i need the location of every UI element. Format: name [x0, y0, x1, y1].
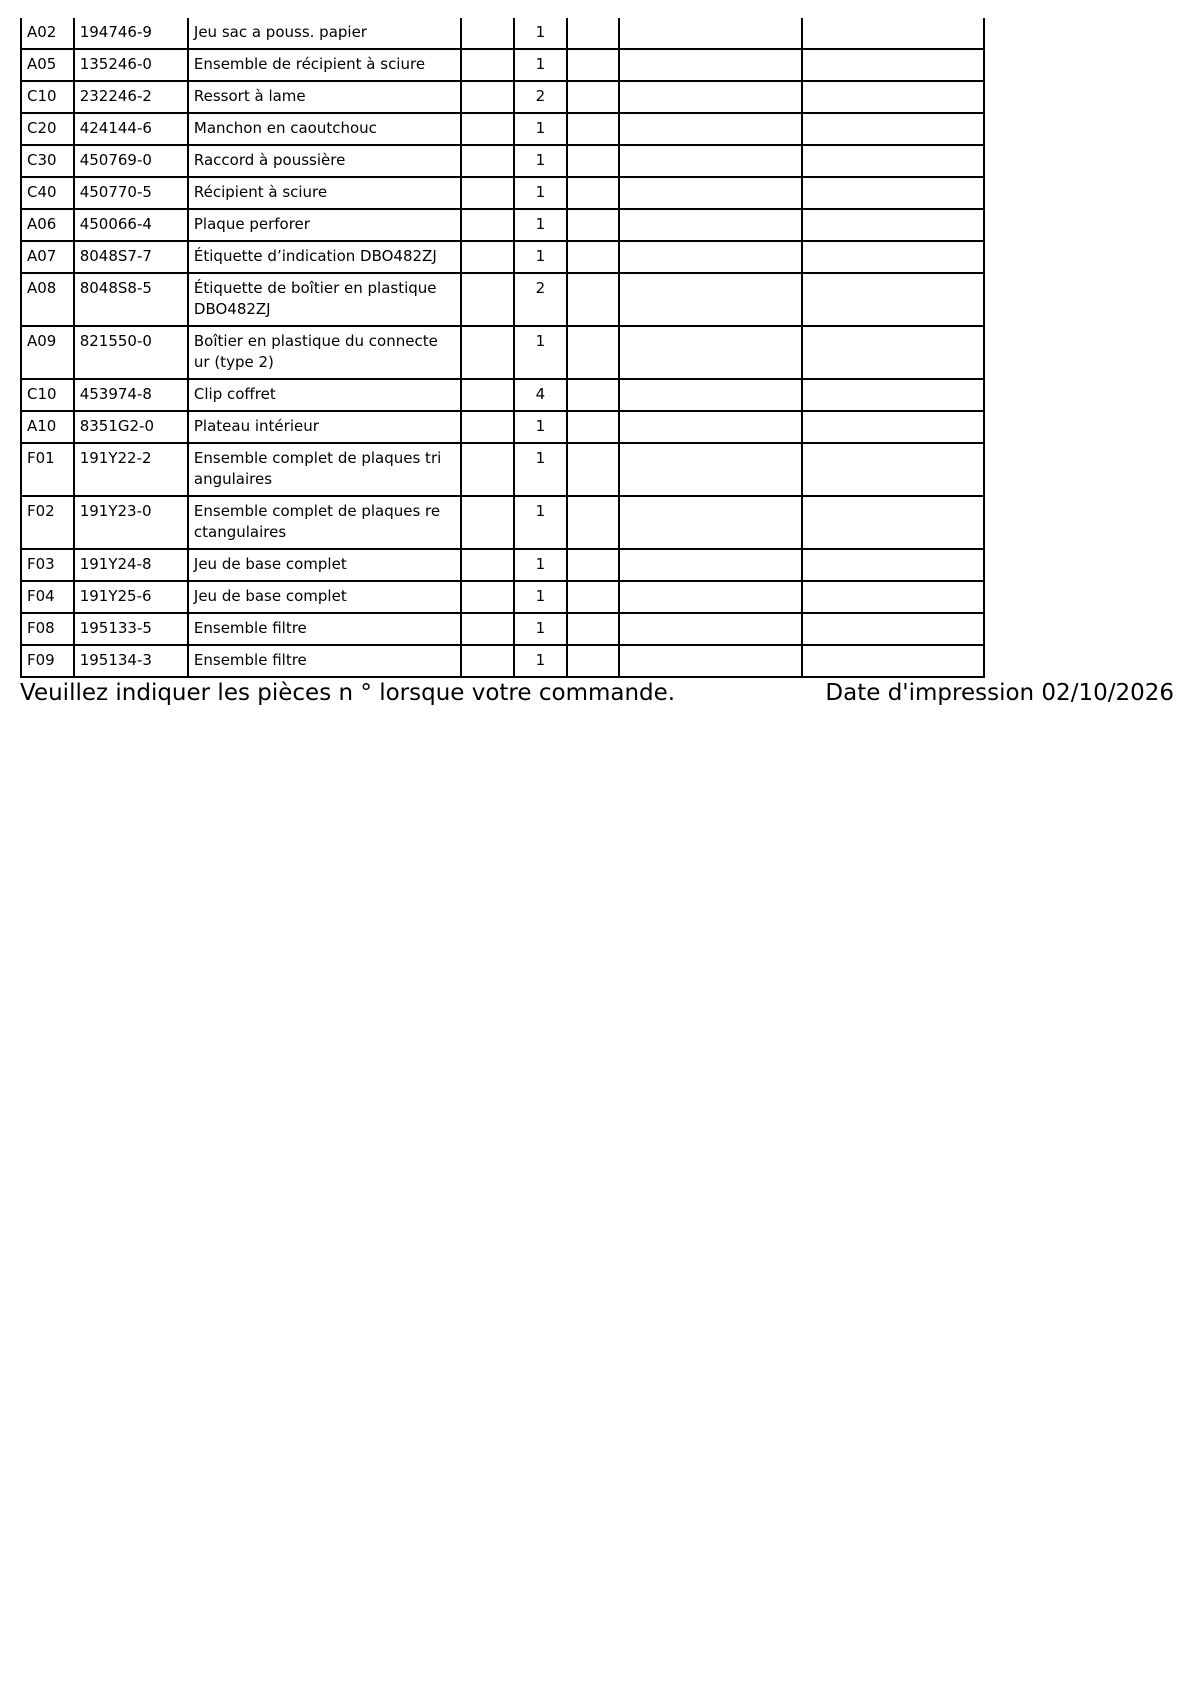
- quantity-cell: 1: [514, 113, 567, 145]
- part-number-cell: 232246-2: [74, 81, 188, 113]
- table-row: [21, 326, 984, 379]
- quantity-cell: 1: [514, 613, 567, 645]
- part-number-cell: 191Y23-0: [74, 496, 188, 549]
- ref-cell: F08: [21, 613, 74, 645]
- empty-cell: [619, 241, 801, 273]
- quantity-cell: 1: [514, 209, 567, 241]
- ref-cell: F09: [21, 645, 74, 677]
- empty-cell: [461, 241, 514, 273]
- empty-cell: [802, 496, 984, 549]
- empty-cell: [567, 241, 620, 273]
- empty-cell: [619, 81, 801, 113]
- part-number-cell: 195134-3: [74, 645, 188, 677]
- empty-cell: [802, 81, 984, 113]
- description-cell: Clip coffret: [188, 379, 461, 411]
- part-number-cell: 135246-0: [74, 49, 188, 81]
- empty-cell: [619, 113, 801, 145]
- empty-cell: [802, 613, 984, 645]
- table-row: [21, 645, 984, 677]
- ref-cell: C30: [21, 145, 74, 177]
- empty-cell: [461, 645, 514, 677]
- part-number-cell: 424144-6: [74, 113, 188, 145]
- empty-cell: [802, 549, 984, 581]
- empty-cell: [461, 496, 514, 549]
- table-row: [21, 81, 984, 113]
- empty-cell: [802, 209, 984, 241]
- empty-cell: [461, 273, 514, 326]
- part-number-cell: 450066-4: [74, 209, 188, 241]
- empty-cell: [461, 581, 514, 613]
- description-cell: Ensemble complet de plaques tri angulaires: [188, 443, 461, 496]
- empty-cell: [802, 49, 984, 81]
- order-instruction-note: Veuillez indiquer les pièces n ° lorsque votre commande.: [20, 680, 676, 706]
- empty-cell: [461, 177, 514, 209]
- table-row: [21, 379, 984, 411]
- part-number-cell: 453974-8: [74, 379, 188, 411]
- description-cell: Plaque perforer: [188, 209, 461, 241]
- table-row: [21, 241, 984, 273]
- table-row: [21, 411, 984, 443]
- description-cell: Ensemble complet de plaques re ctangulaires: [188, 496, 461, 549]
- parts-table: [20, 18, 985, 678]
- empty-cell: [619, 273, 801, 326]
- empty-cell: [619, 209, 801, 241]
- empty-cell: [567, 326, 620, 379]
- empty-cell: [567, 113, 620, 145]
- empty-cell: [619, 443, 801, 496]
- empty-cell: [619, 49, 801, 81]
- ref-cell: A05: [21, 49, 74, 81]
- description-cell: Jeu sac a pouss. papier: [188, 18, 461, 49]
- quantity-cell: 2: [514, 273, 567, 326]
- quantity-cell: 1: [514, 411, 567, 443]
- quantity-cell: 1: [514, 326, 567, 379]
- ref-cell: A10: [21, 411, 74, 443]
- empty-cell: [461, 81, 514, 113]
- table-row: [21, 496, 984, 549]
- empty-cell: [619, 177, 801, 209]
- part-number-cell: 191Y22-2: [74, 443, 188, 496]
- empty-cell: [619, 18, 801, 49]
- quantity-cell: 1: [514, 645, 567, 677]
- ref-cell: C10: [21, 379, 74, 411]
- description-cell: Raccord à poussière: [188, 145, 461, 177]
- table-row: [21, 145, 984, 177]
- empty-cell: [461, 411, 514, 443]
- part-number-cell: 8048S8-5: [74, 273, 188, 326]
- empty-cell: [802, 326, 984, 379]
- part-number-cell: 191Y24-8: [74, 549, 188, 581]
- quantity-cell: 1: [514, 49, 567, 81]
- empty-cell: [802, 113, 984, 145]
- quantity-cell: 1: [514, 549, 567, 581]
- description-cell: Ressort à lame: [188, 81, 461, 113]
- table-row: [21, 581, 984, 613]
- table-row: [21, 549, 984, 581]
- empty-cell: [802, 177, 984, 209]
- empty-cell: [567, 581, 620, 613]
- ref-cell: F01: [21, 443, 74, 496]
- empty-cell: [567, 177, 620, 209]
- ref-cell: A07: [21, 241, 74, 273]
- part-number-cell: 8048S7-7: [74, 241, 188, 273]
- empty-cell: [567, 443, 620, 496]
- description-cell: Étiquette de boîtier en plastique DBO482ZJ: [188, 273, 461, 326]
- ref-cell: C10: [21, 81, 74, 113]
- quantity-cell: 1: [514, 443, 567, 496]
- part-number-cell: 8351G2-0: [74, 411, 188, 443]
- table-row: [21, 613, 984, 645]
- description-cell: Jeu de base complet: [188, 581, 461, 613]
- part-number-cell: 195133-5: [74, 613, 188, 645]
- empty-cell: [619, 549, 801, 581]
- quantity-cell: 1: [514, 18, 567, 49]
- empty-cell: [802, 443, 984, 496]
- quantity-cell: 1: [514, 496, 567, 549]
- quantity-cell: 1: [514, 241, 567, 273]
- ref-cell: F02: [21, 496, 74, 549]
- ref-cell: C40: [21, 177, 74, 209]
- part-number-cell: 450770-5: [74, 177, 188, 209]
- quantity-cell: 1: [514, 177, 567, 209]
- description-cell: Jeu de base complet: [188, 549, 461, 581]
- empty-cell: [802, 241, 984, 273]
- empty-cell: [567, 209, 620, 241]
- empty-cell: [619, 645, 801, 677]
- empty-cell: [567, 18, 620, 49]
- empty-cell: [567, 549, 620, 581]
- empty-cell: [802, 379, 984, 411]
- empty-cell: [567, 411, 620, 443]
- ref-cell: F04: [21, 581, 74, 613]
- description-cell: Récipient à sciure: [188, 177, 461, 209]
- quantity-cell: 1: [514, 145, 567, 177]
- table-row: [21, 177, 984, 209]
- empty-cell: [619, 379, 801, 411]
- empty-cell: [619, 145, 801, 177]
- empty-cell: [461, 18, 514, 49]
- empty-cell: [802, 411, 984, 443]
- empty-cell: [567, 645, 620, 677]
- table-row: [21, 273, 984, 326]
- parts-table-body: [21, 18, 984, 677]
- quantity-cell: 1: [514, 581, 567, 613]
- table-row: [21, 113, 984, 145]
- empty-cell: [802, 273, 984, 326]
- empty-cell: [567, 379, 620, 411]
- empty-cell: [461, 443, 514, 496]
- table-row: [21, 443, 984, 496]
- empty-cell: [567, 613, 620, 645]
- quantity-cell: 2: [514, 81, 567, 113]
- empty-cell: [802, 145, 984, 177]
- empty-cell: [567, 496, 620, 549]
- table-row: [21, 49, 984, 81]
- empty-cell: [461, 113, 514, 145]
- part-number-cell: 194746-9: [74, 18, 188, 49]
- empty-cell: [567, 273, 620, 326]
- empty-cell: [461, 49, 514, 81]
- empty-cell: [461, 209, 514, 241]
- description-cell: Boîtier en plastique du connecte ur (type 2): [188, 326, 461, 379]
- ref-cell: C20: [21, 113, 74, 145]
- empty-cell: [802, 645, 984, 677]
- description-cell: Plateau intérieur: [188, 411, 461, 443]
- quantity-cell: 4: [514, 379, 567, 411]
- table-row: [21, 18, 984, 49]
- ref-cell: F03: [21, 549, 74, 581]
- empty-cell: [461, 326, 514, 379]
- part-number-cell: 821550-0: [74, 326, 188, 379]
- empty-cell: [567, 81, 620, 113]
- description-cell: Ensemble filtre: [188, 613, 461, 645]
- empty-cell: [461, 613, 514, 645]
- print-date: Date d'impression 02/10/2026: [825, 680, 1174, 706]
- empty-cell: [567, 145, 620, 177]
- description-cell: Ensemble de récipient à sciure: [188, 49, 461, 81]
- empty-cell: [461, 145, 514, 177]
- description-cell: Ensemble filtre: [188, 645, 461, 677]
- description-cell: Manchon en caoutchouc: [188, 113, 461, 145]
- ref-cell: A06: [21, 209, 74, 241]
- ref-cell: A02: [21, 18, 74, 49]
- empty-cell: [619, 496, 801, 549]
- table-row: [21, 209, 984, 241]
- empty-cell: [802, 581, 984, 613]
- empty-cell: [619, 411, 801, 443]
- ref-cell: A09: [21, 326, 74, 379]
- empty-cell: [567, 49, 620, 81]
- ref-cell: A08: [21, 273, 74, 326]
- part-number-cell: 450769-0: [74, 145, 188, 177]
- empty-cell: [461, 549, 514, 581]
- description-cell: Étiquette d’indication DBO482ZJ: [188, 241, 461, 273]
- empty-cell: [619, 326, 801, 379]
- empty-cell: [619, 581, 801, 613]
- empty-cell: [461, 379, 514, 411]
- empty-cell: [619, 613, 801, 645]
- part-number-cell: 191Y25-6: [74, 581, 188, 613]
- empty-cell: [802, 18, 984, 49]
